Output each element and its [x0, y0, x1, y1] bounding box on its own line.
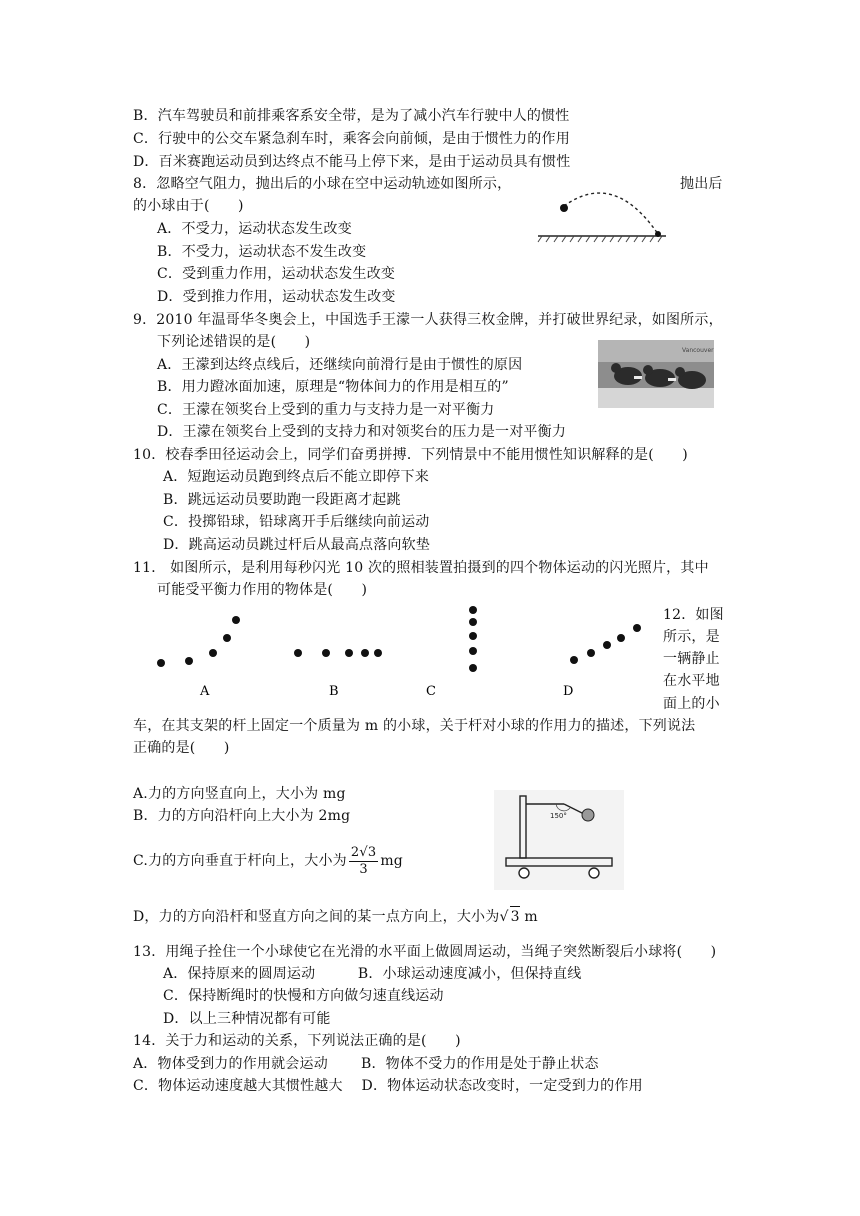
q12-stem-3: 一辆静止 — [663, 651, 720, 667]
q10-option-a: A．短跑运动员跑到终点后不能立即停下来 — [163, 469, 429, 485]
flash-label-a: A — [200, 684, 210, 699]
q13-stem: 13．用绳子拴住一个小球使它在光滑的水平面上做圆周运动，当绳子突然断裂后小球将( ) — [133, 944, 717, 960]
fraction-2-root3-over-3 — [349, 845, 378, 878]
q13-options-ab: A．保持原来的圆周运动 B．小球运动速度减小，但保持直线 — [163, 966, 582, 982]
cart-wheel-right — [589, 868, 599, 878]
q8-stem: 8．忽略空气阻力，抛出后的小球在空中运动轨迹如图所示， — [133, 176, 512, 192]
q14-stem: 14．关于力和运动的关系，下列说法正确的是( ) — [133, 1033, 461, 1049]
q8-option-a: A．不受力，运动状态发生改变 — [157, 221, 352, 237]
q9-option-d: D．王濛在领奖台上受到的支持力和对领奖台的压力是一对平衡力 — [157, 424, 567, 440]
q12-stem-5: 面上的小 — [663, 696, 720, 712]
q9-stem-cont: 下列论述错误的是( ) — [157, 334, 311, 350]
q7-option-c: C．行驶中的公交车紧急刹车时，乘客会向前倾，是由于惯性力的作用 — [133, 131, 570, 147]
cart-wheel-left — [519, 868, 529, 878]
q10-option-d: D．跳高运动员跳过杆后从最高点落向软垫 — [163, 537, 431, 553]
q12-option-c-text: C.力的方向垂直于杆向上，大小为 — [133, 853, 347, 869]
ball-start — [560, 204, 568, 212]
projectile-trajectory-figure — [534, 188, 670, 246]
q12-option-d-text: D，力的方向沿杆和竖直方向之间的某一点方向上，大小为 — [133, 909, 500, 925]
angle-label: 150° — [550, 812, 567, 820]
q10-option-b: B．跳远运动员要助跑一段距离才起跳 — [163, 492, 401, 508]
photo-caption: Vancouver — [682, 347, 714, 354]
q13-option-d: D．以上三种情况都有可能 — [163, 1011, 331, 1027]
flash-dots-a — [157, 616, 240, 667]
q12-option-d-unit: m — [519, 909, 538, 925]
flash-dots-c — [469, 606, 477, 672]
flash-dots-d — [570, 624, 641, 664]
fraction-denominator: 3 — [359, 861, 368, 877]
q13-option-c: C．保持断绳时的快慢和方向做匀速直线运动 — [163, 988, 444, 1004]
q9-stem: 9．2010 年温哥华冬奥会上，中国选手王濛一人获得三枚金牌，并打破世界纪录，如图所示， — [133, 312, 723, 328]
q12-option-b: B．力的方向沿杆向上大小为 2mg — [133, 808, 351, 824]
flash-label-c: C — [426, 684, 436, 699]
q8-option-c: C．受到重力作用，运动状态发生改变 — [157, 266, 396, 282]
q12-option-a: A.力的方向竖直向上，大小为 mg — [133, 786, 346, 802]
q12-stem-2: 所示，是 — [663, 629, 720, 645]
flash-dots-b — [294, 649, 382, 657]
q14-options-cd: C．物体运动速度越大其惯性越大 D．物体运动状态改变时，一定受到力的作用 — [133, 1078, 643, 1094]
q12-option-d: D，力的方向沿杆和竖直方向之间的某一点方向上，大小为√ 3 m — [133, 906, 538, 927]
q10-option-c: C．投掷铅球，铅球离开手后继续向前运动 — [163, 514, 430, 530]
fraction-numerator: 2√3 — [350, 844, 377, 860]
q12-stem-6: 车，在其支架的杆上固定一个质量为 m 的小球，关于杆对小球的作用力的描述，下列说法 — [133, 718, 696, 734]
q8-stem-cont: 的小球由于( ) — [133, 198, 244, 214]
q9-option-b: B．用力蹬冰面加速，原理是“物体间力的作用是相互的” — [157, 379, 509, 395]
sqrt-3: 3 — [510, 906, 520, 927]
flash-label-b: B — [329, 684, 339, 699]
ball-on-rod — [582, 809, 594, 821]
q12-option-c-unit: mg — [380, 853, 403, 869]
flash-photos-figure — [145, 600, 655, 700]
q12-stem-1: 12．如图 — [663, 607, 724, 623]
q12-stem-7: 正确的是( ) — [133, 740, 230, 756]
q8-stem-right: 抛出后 — [680, 176, 723, 192]
q9-option-a: A．王濛到达终点线后，还继续向前滑行是由于惯性的原因 — [157, 357, 523, 373]
speed-skaters-photo — [598, 340, 714, 408]
q14-options-ab: A．物体受到力的作用就会运动 B．物体不受力的作用是处于静止状态 — [133, 1056, 599, 1072]
q11-stem: 11． 如图所示，是利用每秒闪光 10 次的照相装置拍摄到的四个物体运动的闪光照片，其中 — [133, 560, 709, 576]
q8-option-b: B．不受力，运动状态不发生改变 — [157, 244, 367, 260]
q8-option-d: D．受到推力作用，运动状态发生改变 — [157, 289, 396, 305]
q12-stem-4: 在水平地 — [663, 673, 720, 689]
q11-stem-cont: 可能受平衡力作用的物体是( ) — [157, 582, 368, 598]
q7-option-b: B．汽车驾驶员和前排乘客系安全带，是为了减小汽车行驶中人的惯性 — [133, 108, 570, 124]
flash-label-d: D — [563, 684, 574, 699]
q10-stem: 10．校春季田径运动会上，同学们奋勇拼搏．下列情景中不能用惯性知识解释的是( ) — [133, 447, 688, 463]
trajectory-path — [564, 193, 658, 234]
q12-option-c — [133, 840, 403, 882]
q7-option-d: D．百米赛跑运动员到达终点不能马上停下来，是由于运动员具有惯性 — [133, 154, 571, 170]
cart-rod-figure — [494, 790, 624, 890]
q9-option-c: C．王濛在领奖台上受到的重力与支持力是一对平衡力 — [157, 402, 495, 418]
